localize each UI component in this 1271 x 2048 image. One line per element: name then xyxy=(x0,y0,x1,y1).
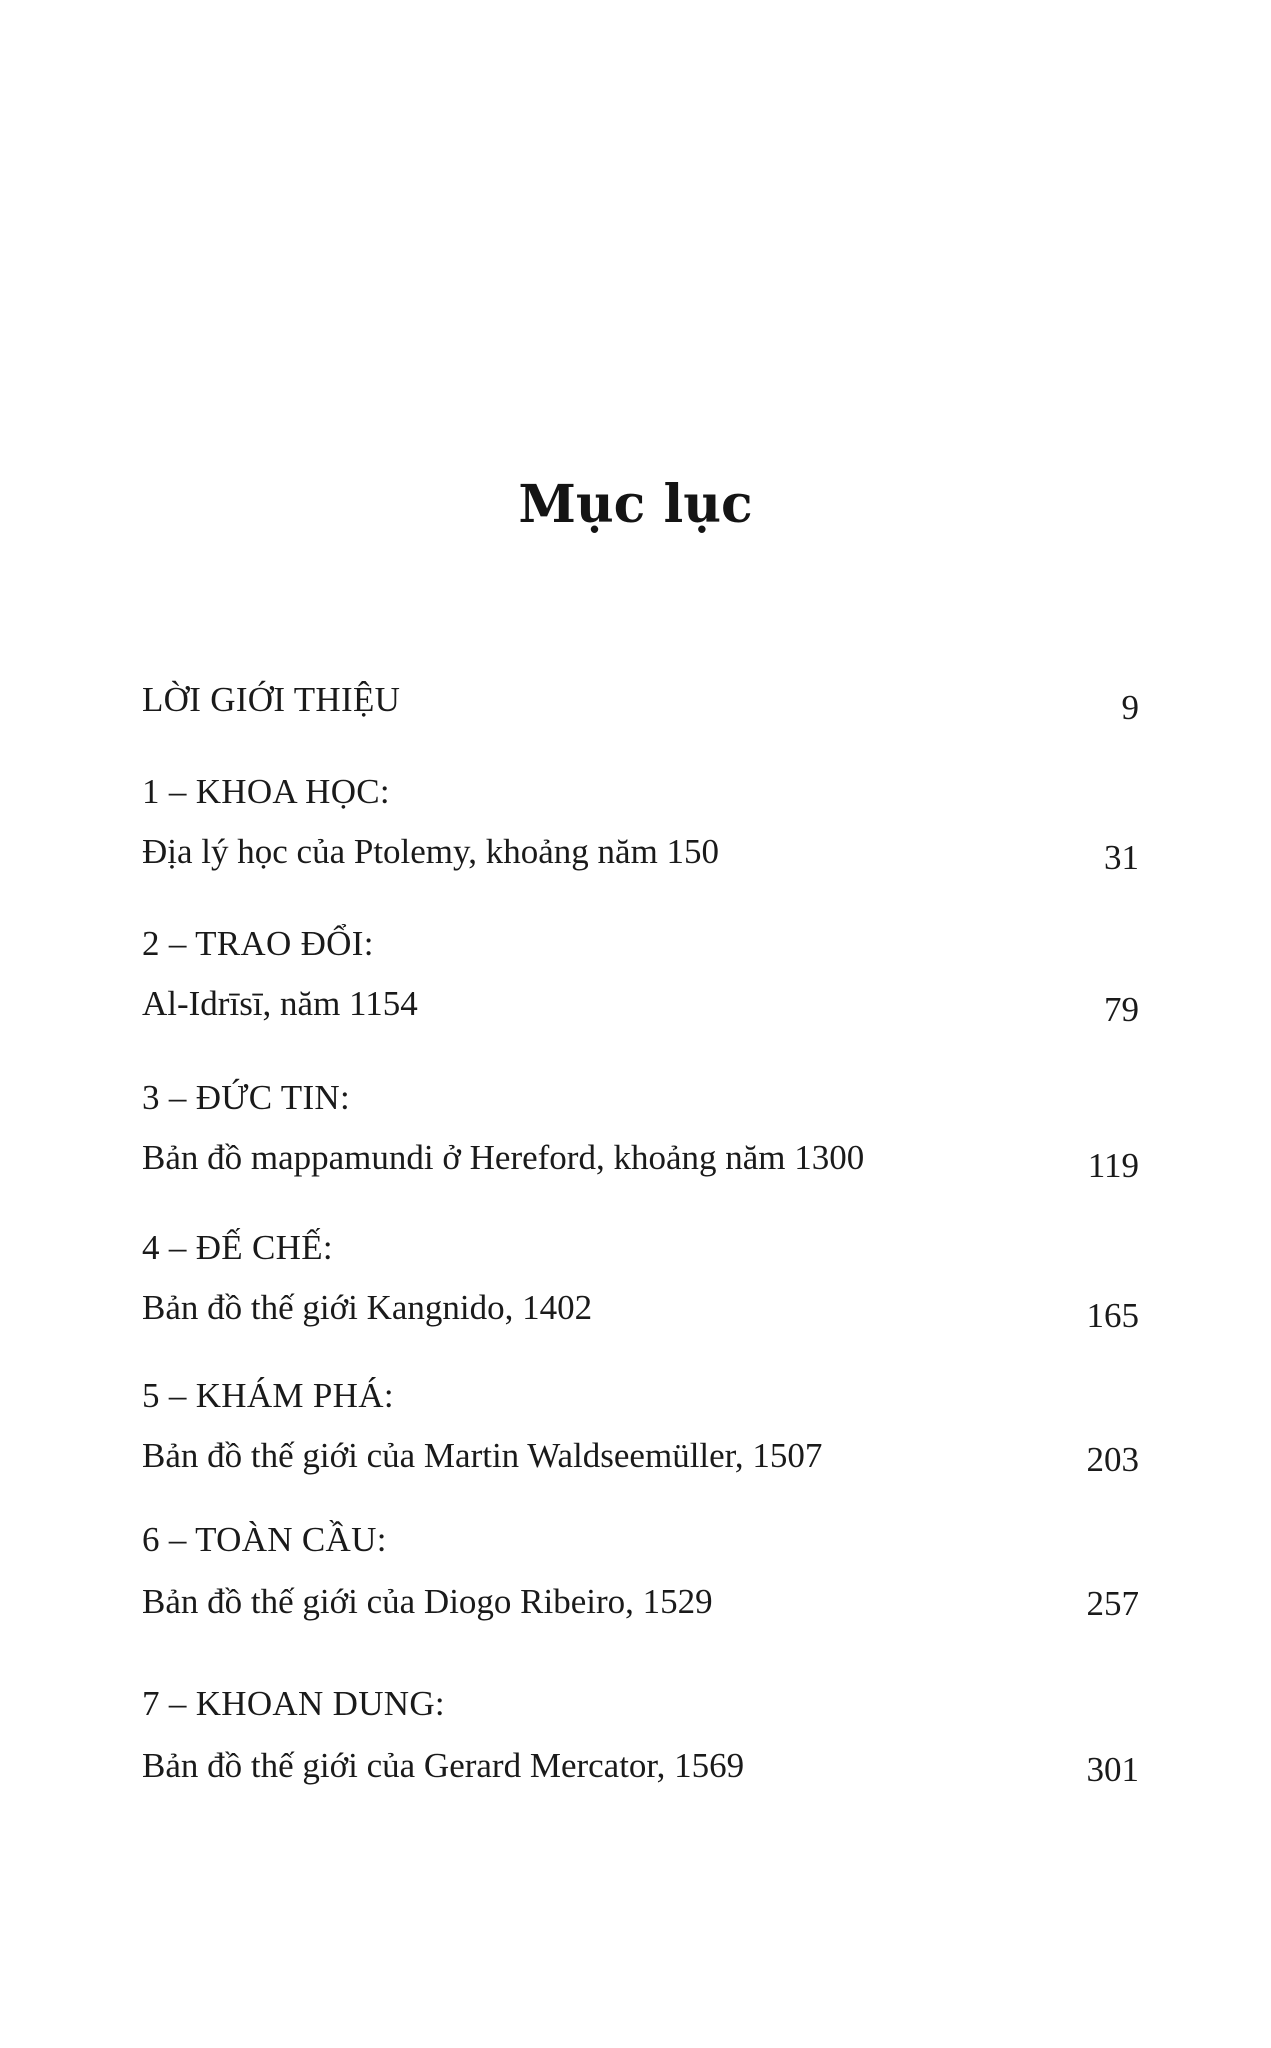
toc-entry-heading: LỜI GIỚI THIỆU xyxy=(142,680,401,719)
toc-entry-heading: 5 – KHÁM PHÁ: xyxy=(142,1376,394,1415)
toc-entry-page-number: 203 xyxy=(1086,1440,1139,1479)
toc-entry-subtitle: Bản đồ mappamundi ở Hereford, khoảng năm 1300 xyxy=(142,1138,865,1177)
toc-entry-heading: 2 – TRAO ĐỔI: xyxy=(142,924,374,963)
toc-entry-subtitle: Bản đồ thế giới Kangnido, 1402 xyxy=(142,1288,593,1327)
toc-entry-page-number: 257 xyxy=(1086,1584,1139,1623)
toc-entry-page-number: 79 xyxy=(1104,990,1139,1029)
toc-entry-heading: 7 – KHOAN DUNG: xyxy=(142,1684,445,1723)
toc-entry-page-number: 9 xyxy=(1121,688,1139,727)
toc-entry-page-number: 31 xyxy=(1104,838,1139,877)
toc-entry-subtitle: Al-Idrīsī, năm 1154 xyxy=(142,984,418,1023)
toc-entry-subtitle: Bản đồ thế giới của Martin Waldseemüller, 1507 xyxy=(142,1436,823,1475)
toc-entry-page-number: 119 xyxy=(1087,1146,1139,1185)
toc-entry-page-number: 301 xyxy=(1086,1750,1139,1789)
toc-entry-heading: 4 – ĐẾ CHẾ: xyxy=(142,1228,333,1267)
toc-entry-heading: 3 – ĐỨC TIN: xyxy=(142,1078,351,1117)
toc-entry-subtitle: Bản đồ thế giới của Gerard Mercator, 1569 xyxy=(142,1746,745,1785)
toc-entry-heading: 6 – TOÀN CẦU: xyxy=(142,1520,387,1559)
toc-entry-subtitle: Bản đồ thế giới của Diogo Ribeiro, 1529 xyxy=(142,1582,713,1621)
toc-entry-subtitle: Địa lý học của Ptolemy, khoảng năm 150 xyxy=(142,832,720,871)
page-title: Mục lục xyxy=(518,474,753,535)
toc-entry-heading: 1 – KHOA HỌC: xyxy=(142,772,390,811)
toc-entry-page-number: 165 xyxy=(1086,1296,1139,1335)
